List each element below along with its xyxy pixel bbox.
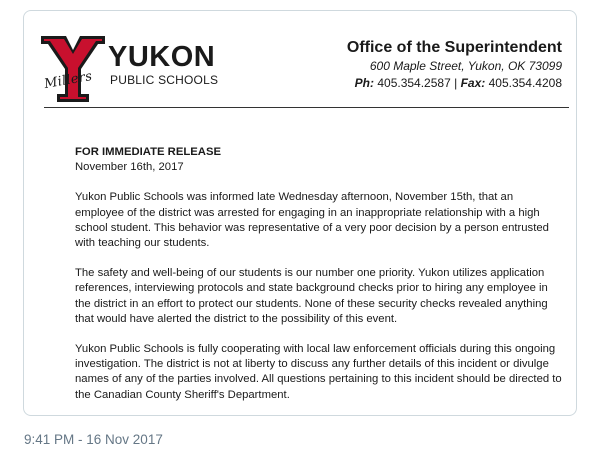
letter-body	[75, 145, 565, 403]
letter-paragraph: Yukon Public Schools is fully cooperating with local law enforcement officials during this ongoing investigation. The district is not at liberty to discuss any further details of this incident or divulge names of any of the parties involved. All questions pertaining to this incident should be directed to the Canadian County Sheriff's Department.	[75, 343, 562, 401]
attached-image-card[interactable]	[23, 10, 577, 416]
office-block	[347, 38, 562, 92]
logo-script-text: Millers	[43, 68, 94, 93]
logo-name: YUKON	[108, 41, 216, 73]
office-title: Office of the Superintendent	[346, 39, 562, 56]
letterhead-divider	[44, 107, 569, 108]
letter-paragraph: The safety and well-being of our students is our number one priority. Yukon utilizes application references, interviewing protocols and state background checks prior to hiring any employee in the district in an effort to protect our students. None of these security checks revealed anything that would have alerted the district to the possibility of this event.	[75, 267, 548, 325]
release-heading: FOR IMMEDIATE RELEASE	[75, 146, 222, 158]
fax-number: 405.354.4208	[488, 76, 562, 90]
letter-paragraph: Yukon Public Schools was informed late Wednesday afternoon, November 15th, that an employee of the district was arrested for engaging in an inappropriate relationship with a high school student. This behavior was representative of a very poor decision by a person entrusted with teaching our students.	[75, 191, 549, 250]
office-address: 600 Maple Street, Yukon, OK 73099	[369, 59, 562, 73]
yukon-logo	[38, 35, 228, 105]
phone-label: Ph:	[354, 76, 374, 90]
fax-label: Fax:	[460, 76, 486, 90]
office-contact	[347, 75, 562, 92]
contact-separator: |	[454, 76, 458, 90]
phone-number: 405.354.2587	[377, 76, 451, 90]
yukon-y-logo-icon	[40, 35, 106, 103]
letterhead	[24, 11, 576, 111]
post-timestamp[interactable]: 9:41 PM - 16 Nov 2017	[24, 432, 163, 447]
release-date: November 16th, 2017	[75, 161, 184, 174]
logo-subtitle: PUBLIC SCHOOLS	[110, 73, 219, 87]
